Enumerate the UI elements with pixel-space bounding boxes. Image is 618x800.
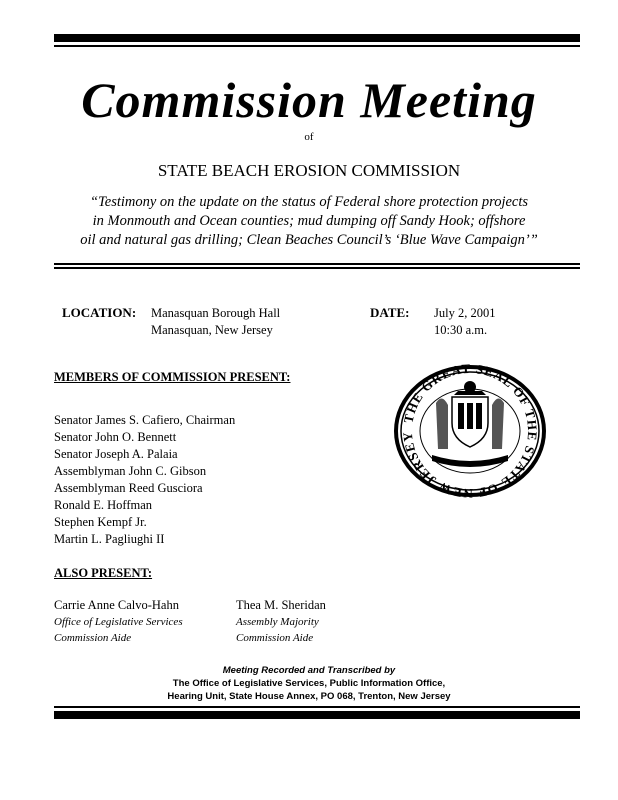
member-item: Assemblyman Reed Gusciora [54,481,203,495]
date-label: DATE: [370,305,410,320]
bottom-thick-rule [54,711,580,719]
location-line: Manasquan, New Jersey [151,323,273,337]
member-item: Senator James S. Cafiero, Chairman [54,413,236,427]
member-item: Stephen Kempf Jr. [54,515,147,529]
subject-line: oil and natural gas drilling; Clean Beaches Council’s ‘Blue Wave Campaign’” [80,232,538,248]
attendee-name: Carrie Anne Calvo-Hahn [54,598,179,612]
member-item: Ronald E. Hoffman [54,498,153,512]
members-heading: MEMBERS OF COMMISSION PRESENT: [54,370,291,384]
member-item: Senator Joseph A. Palaia [54,447,178,461]
seal-text: THE GREAT SEAL OF THE STATE OF NEW JERSEY [399,363,541,499]
date-line: 10:30 a.m. [434,323,488,337]
footer-line: The Office of Legislative Services, Public Information Office, [172,678,446,689]
transcription-credit [0,664,618,703]
member-item: Senator John O. Bennett [54,430,177,444]
footer-line: Meeting Recorded and Transcribed by [222,665,396,676]
footer-line: Hearing Unit, State House Annex, PO 068, Trenton, New Jersey [167,691,451,702]
also-present-entry [54,597,183,646]
member-item: Assemblyman John C. Gibson [54,464,207,478]
page-title: Commission Meeting [81,72,537,128]
also-present-entry [236,597,326,646]
subject-line: in Monmouth and Ocean counties; mud dumping off Sandy Hook; offshore [92,213,526,229]
attendee-name: Thea M. Sheridan [236,598,326,612]
subject-rule-top [54,263,580,265]
nj-state-seal-icon [392,363,548,499]
location-line: Manasquan Borough Hall [151,306,281,320]
also-present-heading: ALSO PRESENT: [54,566,153,580]
subject-line: “Testimony on the update on the status of Federal shore protection projects [89,194,529,210]
top-thin-rule [54,45,580,47]
meeting-subject [60,193,558,250]
attendee-role: Commission Aide [54,632,132,644]
location-label: LOCATION: [62,305,137,320]
member-item: Martin L. Pagliughi II [54,532,165,546]
attendee-role: Commission Aide [236,632,314,644]
of-text: of [304,131,314,143]
date-value [434,305,495,339]
attendee-role: Office of Legislative Services [54,616,183,628]
subject-rule-bottom [54,267,580,269]
bottom-thin-rule [54,706,580,708]
date-line: July 2, 2001 [434,306,496,320]
attendee-role: Assembly Majority [236,616,319,628]
location-value [151,305,280,339]
top-thick-rule [54,34,580,42]
members-list [54,412,235,548]
commission-name: STATE BEACH EROSION COMMISSION [157,161,461,180]
